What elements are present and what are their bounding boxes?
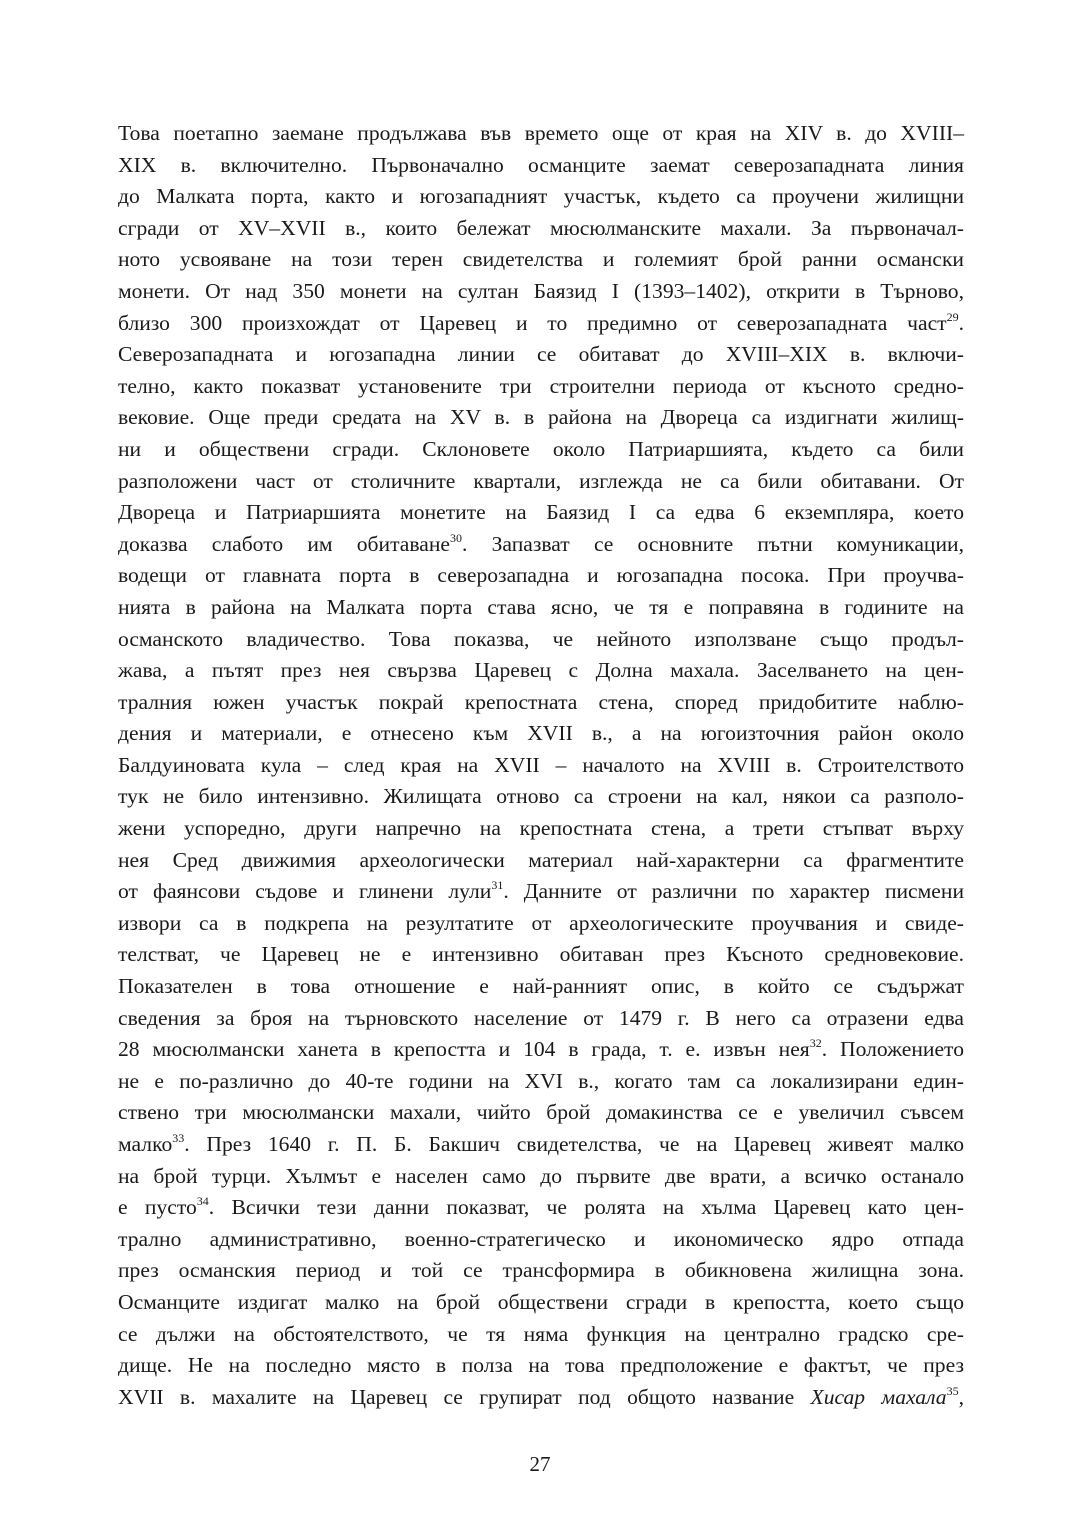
text-segment: . Данните от различни по характер писмени — [503, 879, 964, 904]
text-line: ствено три мюсюлмански махали, чийто брой домакинства се е увеличил съвсем — [118, 1100, 964, 1125]
text-line: Северозападната и югозападна линии се обитават до XVIII–XIX в. включи- — [118, 342, 964, 367]
text-line: жава, а пътят през нея свързва Царевец с Долна махала. Заселването на цен- — [118, 658, 964, 683]
text-segment: . — [958, 310, 964, 335]
text-line: сгради от XV–XVII в., които бележат мюсюлманските махали. За първоначал- — [118, 215, 964, 240]
footnote-ref: 34 — [196, 1194, 209, 1209]
text-segment: . През 1640 г. П. Б. Бакшич свидетелства, че на Царевец живеят малко — [184, 1132, 964, 1156]
text-line: трално административно, военно-стратегическо и икономическо ядро отпада — [118, 1226, 964, 1251]
text-line: тук не било интензивно. Жилищата отново са строени на кал, някои са разполо- — [118, 784, 964, 809]
text-line: жени успоредно, други напречно на крепостната стена, а трети стъпват върху — [118, 816, 964, 841]
text-segment: от фаянсови съдове и глинени лули — [118, 879, 492, 904]
text-line: дище. Не на последно място в полза на това предположение е фактът, че през — [118, 1353, 964, 1378]
text-line: се дължи на обстоятелството, че тя няма функция на централно градско сре- — [118, 1321, 964, 1346]
text-line: не е по-различно до 40-те години на XVI в., когато там са локализирани един- — [118, 1068, 964, 1093]
text-line: до Малката порта, както и югозападният участък, където са проучени жилищни — [118, 184, 964, 209]
text-segment: . Запазват се основните пътни комуникации, — [462, 531, 964, 556]
text-line: тралния южен участък покрай крепостната стена, според придобитите наблю- — [118, 689, 964, 714]
text-line — [118, 308, 964, 340]
text-line: османското владичество. Това показва, че нейното използване също продъл- — [118, 626, 964, 651]
text-line: ни и обществени сгради. Склоновете около Патриаршията, където са били — [118, 436, 964, 461]
text-segment: малко — [118, 1132, 173, 1156]
text-line: на брой турци. Хълмът е населен само до първите две врати, а всичко останало — [118, 1163, 964, 1188]
text-segment: . Всички тези данни показват, че ролята на хълма Царевец като цен- — [208, 1195, 964, 1220]
text-line: ното усвояване на този терен свидетелства и големият брой ранни османски — [118, 247, 964, 272]
footnote-ref: 31 — [491, 878, 504, 893]
text-line — [118, 1034, 964, 1066]
text-line: водещи от главната порта в северозападна и югозападна посока. При проучва- — [118, 563, 964, 588]
text-line: нията в района на Малката порта става ясно, че тя е поправяна в годините на — [118, 594, 964, 619]
footnote-ref: 29 — [946, 309, 959, 324]
text-line: Османците издигат малко на брой обществени сгради в крепостта, което също — [118, 1289, 964, 1314]
italic-term: Хисар махала — [810, 1384, 947, 1409]
text-segment: е пусто — [118, 1195, 197, 1220]
footnote-ref: 32 — [809, 1036, 822, 1051]
text-line: телстват, че Царевец не е интензивно обитаван през Късното средновековие. — [118, 942, 964, 967]
text-line: извори са в подкрепа на резултатите от археологическите проучвания и свиде- — [118, 910, 964, 935]
text-line: телно, както показват установените три строителни периода от късното средно- — [118, 373, 964, 398]
text-line: през османския период и той се трансформира в обикновена жилищна зона. — [118, 1258, 964, 1283]
text-segment: близо 300 произхождат от Царевец и то предимно от северозападната част — [118, 310, 947, 335]
footnote-ref: 35 — [946, 1383, 959, 1398]
page-number: 27 — [529, 1452, 551, 1476]
text-line: вековие. Още преди средата на XV в. в района на Двореца са издигнати жилищ- — [118, 405, 964, 430]
text-segment: 28 мюсюлмански ханета в крепостта и 104 в града, т. е. извън нея — [118, 1037, 810, 1062]
text-line: XIX в. включително. Първоначално османците заемат северозападната линия — [118, 152, 964, 177]
body-text — [118, 118, 964, 1413]
text-line — [118, 1382, 964, 1414]
text-line — [118, 1129, 964, 1161]
text-line: Балдуиновата кула – след края на XVII – началото на XVIII в. Строителството — [118, 752, 964, 777]
text-segment: , — [958, 1384, 964, 1409]
text-line: Двореца и Патриаршията монетите на Баязид I са едва 6 екземпляра, което — [118, 500, 964, 525]
text-line: сведения за броя на търновското население от 1479 г. В него са отразени едва — [118, 1005, 964, 1030]
text-segment: . Положението — [821, 1037, 964, 1062]
text-segment: XVII в. махалите на Царевец се групират под общото название — [118, 1384, 811, 1409]
text-line: нея Сред движимия археологически материал най-характерни са фрагментите — [118, 847, 964, 872]
footnote-ref: 30 — [450, 530, 462, 545]
text-line: дения и материали, е отнесено към XVII в., а на югоизточния район около — [118, 721, 964, 746]
text-line — [118, 1192, 964, 1224]
text-line: монети. От над 350 монети на султан Баязид I (1393–1402), открити в Търново, — [118, 278, 964, 303]
text-line: Това поетапно заемане продължава във времето още от края на XIV в. до XVIII– — [118, 121, 964, 145]
text-segment: доказва слабото им обитаване — [118, 531, 450, 556]
text-line: Показателен в това отношение е най-ранният опис, в който се съдържат — [118, 974, 964, 999]
footnote-ref: 33 — [172, 1131, 185, 1145]
text-line — [118, 876, 964, 908]
text-line: разположени част от столичните квартали, изглежда не са били обитавани. От — [118, 468, 964, 493]
text-line — [118, 529, 964, 561]
